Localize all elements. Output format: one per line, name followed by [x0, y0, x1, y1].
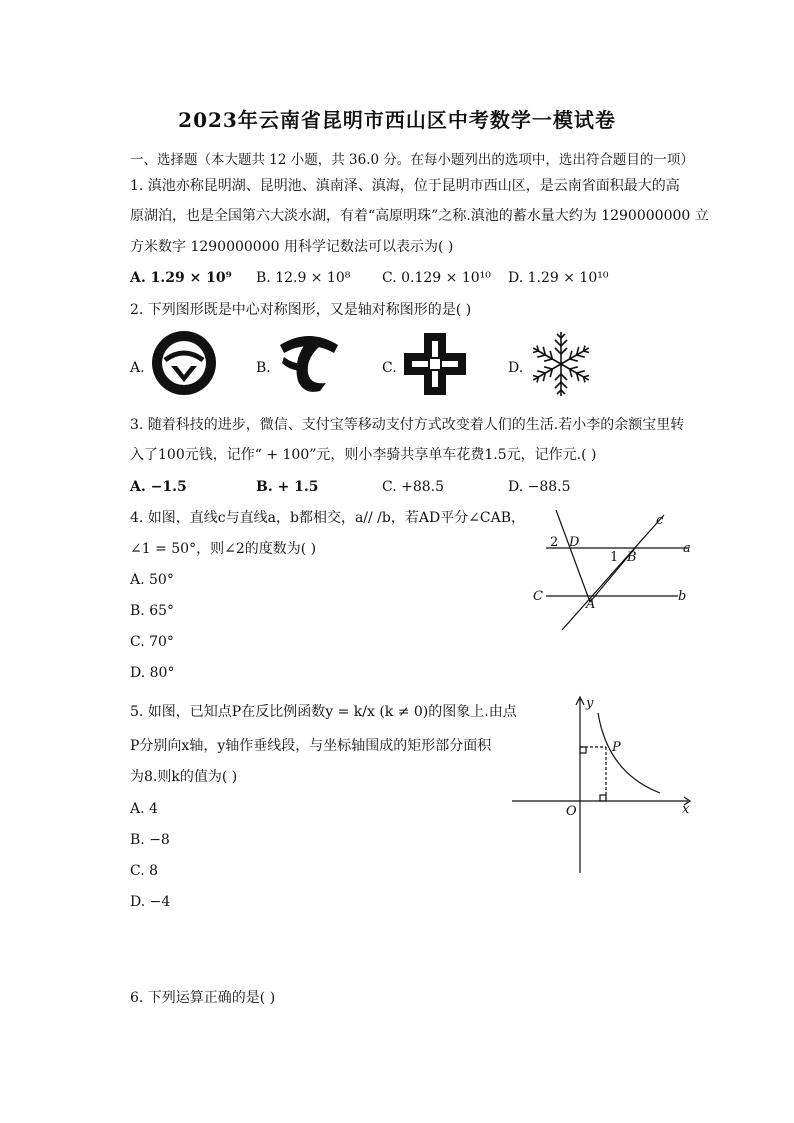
q4-option-c: C. 70° [130, 634, 174, 650]
q5-line2: P分别向x轴，y轴作垂线段，与坐标轴围成的矩形部分面积 [130, 738, 492, 754]
q6-text: 6. 下列运算正确的是( ) [130, 990, 276, 1006]
label-y: y [586, 696, 594, 711]
label-D: D [569, 535, 580, 550]
q4-option-a: A. 50° [130, 572, 174, 588]
logo-b-icon [276, 329, 342, 399]
label-x: x [682, 802, 690, 817]
q5-line1: 5. 如图，已知点P在反比例函数y = k/x (k ≠ 0)的图象上.由点 [130, 704, 517, 720]
q2-label-d: D. [508, 360, 524, 376]
q5-option-c: C. 8 [130, 863, 159, 879]
q2-label-c: C. [382, 360, 397, 376]
q2-label-a: A. [130, 360, 145, 376]
q4-lines-figure [528, 505, 700, 640]
q5-option-b: B. −8 [130, 832, 170, 848]
label-2: 2 [550, 535, 559, 550]
logo-c-icon [402, 331, 468, 397]
page-title: 2023年云南省昆明市西山区中考数学一模试卷 [178, 108, 616, 132]
q3-line1: 3. 随着科技的进步，微信、支付宝等移动支付方式改变着人们的生活.若小李的余额宝里转 [130, 417, 685, 433]
section-heading: 一、选择题（本大题共 12 小题，共 36.0 分。在每小题列出的选项中，选出符合题目的一项） [130, 152, 694, 168]
q1-line2: 原湖泊，也是全国第六大淡水湖，有着“高原明珠”之称.滇池的蓄水量大约为 1290000000 立 [130, 208, 709, 224]
q3-option-d: D. −88.5 [508, 479, 571, 495]
label-1: 1 [610, 550, 619, 565]
q3-line2: 入了100元钱，记作“ + 100”元，则小李骑共享单车花费1.5元，记作元.( ) [130, 447, 597, 463]
q1-option-b: B. 12.9 × 10⁸ [256, 270, 351, 286]
q5-line3: 为8.则k的值为( ) [130, 769, 238, 785]
q2-text: 2. 下列图形既是中心对称图形，又是轴对称图形的是( ) [130, 302, 472, 318]
label-a: a [683, 541, 691, 556]
q3-option-a: A. −1.5 [130, 479, 187, 495]
label-B: B [627, 550, 637, 565]
q4-line2: ∠1 = 50°，则∠2的度数为( ) [130, 541, 317, 557]
q3-option-b: B. + 1.5 [256, 479, 319, 495]
q1-option-a: A. 1.29 × 10⁹ [130, 270, 232, 286]
label-b: b [678, 589, 687, 604]
q1-option-c: C. 0.129 × 10¹⁰ [382, 270, 491, 286]
q4-option-b: B. 65° [130, 603, 175, 619]
label-C: C [533, 589, 543, 604]
q5-hyperbola-figure [508, 693, 694, 875]
label-O: O [566, 804, 577, 819]
logo-a-icon [151, 330, 217, 396]
label-c: c [656, 513, 664, 528]
q5-option-a: A. 4 [130, 801, 158, 817]
q1-line3: 方米数字 1290000000 用科学记数法可以表示为( ) [130, 239, 454, 255]
snowflake-icon [528, 329, 594, 399]
q1-option-d: D. 1.29 × 10¹⁰ [508, 270, 609, 286]
q3-option-c: C. +88.5 [382, 479, 445, 495]
q4-option-d: D. 80° [130, 665, 175, 681]
label-A: A [586, 597, 596, 612]
label-P: P [612, 740, 621, 755]
q4-line1: 4. 如图，直线c与直线a，b都相交，a// /b，若AD平分∠CAB， [130, 510, 526, 526]
q5-option-d: D. −4 [130, 894, 171, 910]
q2-label-b: B. [256, 360, 271, 376]
q1-line1: 1. 滇池亦称昆明湖、昆明池、滇南泽、滇海，位于昆明市西山区，是云南省面积最大的高 [130, 178, 680, 194]
